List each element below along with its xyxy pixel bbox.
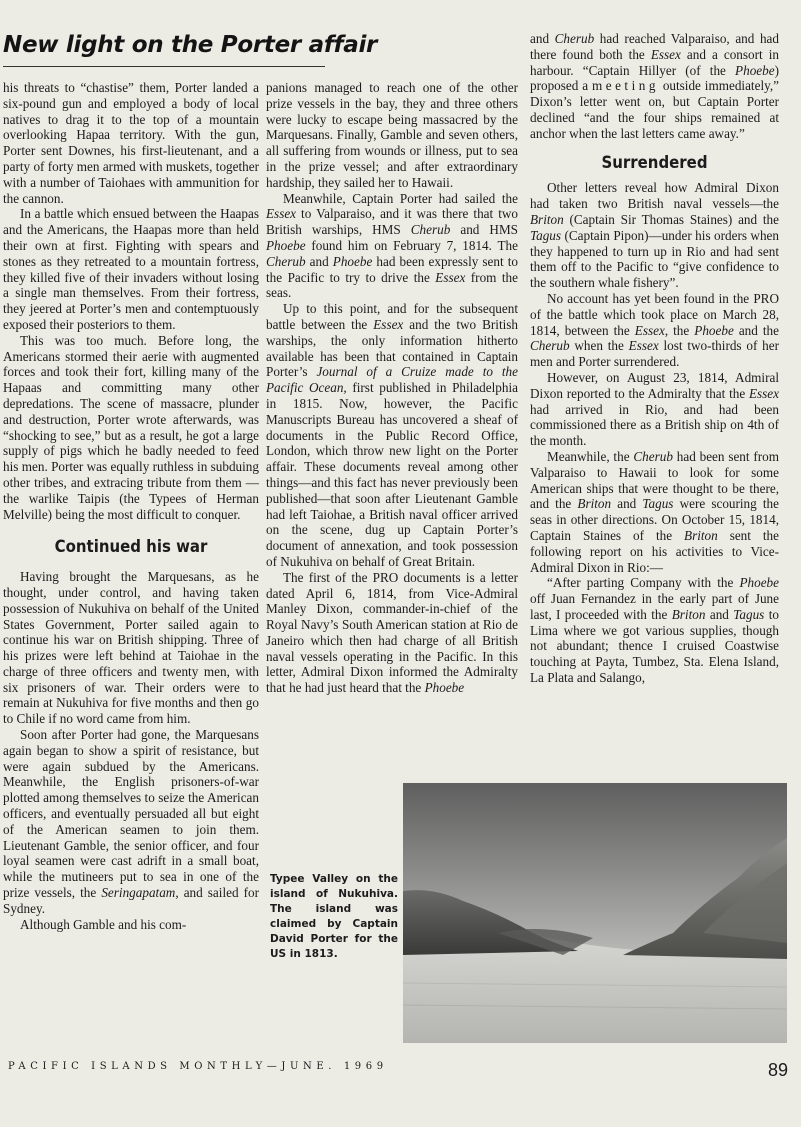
paragraph: The first of the PRO documents is a letter dated April 6, 1814, from Vice-Admiral Manley Dixon, commander-in-chief of the Royal Navy’s South American station at Rio de Janeiro which then had charge of all British naval vessels operating in the Pacific. In this letter, Admiral Dixon informed the Admiralty that he had just heard that the Phoebe [266, 569, 518, 696]
column-3 [530, 31, 779, 686]
running-title: PACIFIC ISLANDS MONTHLY—JUNE. 1969 [8, 1061, 388, 1072]
paragraph: However, on August 23, 1814, Admiral Dixon reported to the Admiralty that the Essex had arrived in Rio, and had been commissioned there as a British ship on 4th of the month. [530, 369, 779, 449]
paragraph: Although Gamble and his com- [20, 916, 187, 932]
article-headline: New light on the Porter affair [3, 32, 378, 58]
ship-name: Seringapatam [101, 885, 176, 901]
page-number: 89 [767, 1060, 788, 1080]
paragraph: In a battle which ensued between the Haapas and the Americans, the Haapas more than held their own at first. Fighting with spears and stones as they retreated to a mountain fortress, they killed five of their invaders without losing a single man themselves. From their fortress, they jeered at Porter’s men and contemptuously exposed their posteriors to them. [3, 206, 259, 332]
typee-valley-photo [403, 783, 787, 1043]
photo-caption: Typee Valley on the island of Nukuhiva. The island was claimed by Captain David Porter for the US in 1813. [270, 873, 398, 960]
landscape-image [403, 783, 787, 1043]
headline-rule [3, 66, 325, 67]
paragraph: panions managed to reach one of the other prize vessels in the bay, they and three others were lucky to escape being massacred by the Marquesans. Finally, Gamble and seven others, all suffering from wounds or illness, put to sea in the prize vessel; and after extraordinary hardship, they sailed her to Hawaii. [266, 80, 518, 190]
paragraph: his threats to “chastise” them, Porter landed a six-pound gun and employed a body of local natives to drag it to the top of a mountain overlooking Hapaa territory. With the gun, Porter sent Downes, his first-lieutenant, and a party of forty men armed with muskets, together with a number of Taiohaes with ammunition for the cannon. [3, 80, 259, 206]
subheading-continued-his-war: Continued his war [54, 537, 208, 558]
paragraph: Soon after Porter had gone, the Marquesans again began to show a spirit of resistance, but were again subdued by the Americans. Meanwhile, the English prisoners-of-war plotted among themselves to seize the American officers, and eventually persuaded all but eight of the American seamen to join them. Lieutenant Gamble, the senior officer, and four loyal seamen were cast adrift in a small boat, while the mutineers put to sea in one of the prize vessels, the Seringapatam, and sailed for Sydney. [3, 727, 259, 916]
paragraph: No account has yet been found in the PRO of the battle which took place on March 28, 1814, between the Essex, the Phoebe and the Cherub when the Essex lost two-thirds of her men and Porter surrendered. [530, 290, 779, 370]
book-title: Journal of a Cruize made to the Pacific Ocean, [266, 364, 519, 396]
paragraph: Meanwhile, the Cherub had been sent from Valparaiso to Hawaii to look for some American ships that were thought to be there, and the Briton and Tagus were scouring the seas in other directions. On October 15, 1814, Captain Staines of the Briton sent the following report on his activities to Vice-Admiral Dixon in Rio:— [530, 448, 780, 575]
page-footer [8, 1061, 788, 1087]
column-1 [3, 80, 259, 932]
column-2 [266, 80, 518, 696]
subheading-surrendered: Surrendered [601, 152, 708, 173]
paragraph: Up to this point, and for the subsequent battle between the Essex and the two British warships, the only information hitherto available has been that contained in Captain Porter’s Journal of a Cruize made to the Pacific Ocean, first published in Philadelphia in 1815. Now, however, the Pacific Manuscripts Bureau has uncovered a sheaf of documents in the Public Record Office, London, which throw new light on the Porter affair. These documents reveal among other things—and this fact has never previously been published—that soon after Lieutenant Gamble had left Taiohae, a British naval officer arrived on the scene, dug up Captain Porter’s document of annexation, and took possession of Nukuhiva on behalf of Great Britain. [266, 301, 519, 569]
paragraph: and Cherub had reached Valparaiso, and had there found both the Essex and a consort in harbour. “Captain Hillyer (of the Phoebe) proposed a meeting outside immediately,” Dixon’s letter went on, but Captain Porter declined “and the four ships remained at anchor when the last letters came away.” [530, 31, 779, 141]
paragraph: Other letters reveal how Admiral Dixon had taken two British naval vessels—the Briton (Captain Sir Thomas Staines) and the Tagus (Captain Pipon)—under his orders when they happened to turn up in Rio and had sent them off to the Pacific to “give confidence to the southern whale fishery”. [530, 180, 779, 291]
paragraph: “After parting Company with the Phoebe off Juan Fernandez in the early part of June last, I proceeded with the Briton and Tagus to Lima where we got various supplies, though not abundant; thence I cruised Coastwise touching at Payta, Tumbez, Sta. Elena Island, La Plata and Salango, [530, 575, 779, 686]
paragraph: Meanwhile, Captain Porter had sailed the Essex to Valparaiso, and it was there that two British warships, HMS Cherub and HMS Phoebe found him on February 7, 1814. The Cherub and Phoebe had been expressly sent to the Pacific to try to drive the Essex from the seas. [266, 190, 519, 301]
paragraph: Having brought the Marquesans, as he thought, under control, and having taken possession of Nukuhiva on behalf of the United States Government, Porter sailed again to continue his war on British shipping. Three of his prizes were left behind at Taiohae in the charge of three officers and twenty men, with six prisoners of war. Their orders were to remain at Nukuhiva for five months and then go to Chile if no word came from him. [3, 569, 259, 727]
paragraph: This was too much. Before long, the Americans stormed their aerie with augmented forces and took their fort, killing many of the Hapaas and committing many other depredations. The scene of massacre, plunder and destruction, Porter wrote afterwards, was “shocking to see,” but as a result, he got a large supply of pigs which he badly needed to feed his men. Porter was equally ruthless in subduing other tribes, and extracing tribute from them — the warlike Taipis (the Typees of Herman Melville) being the most difficult to conquer. [3, 332, 259, 522]
